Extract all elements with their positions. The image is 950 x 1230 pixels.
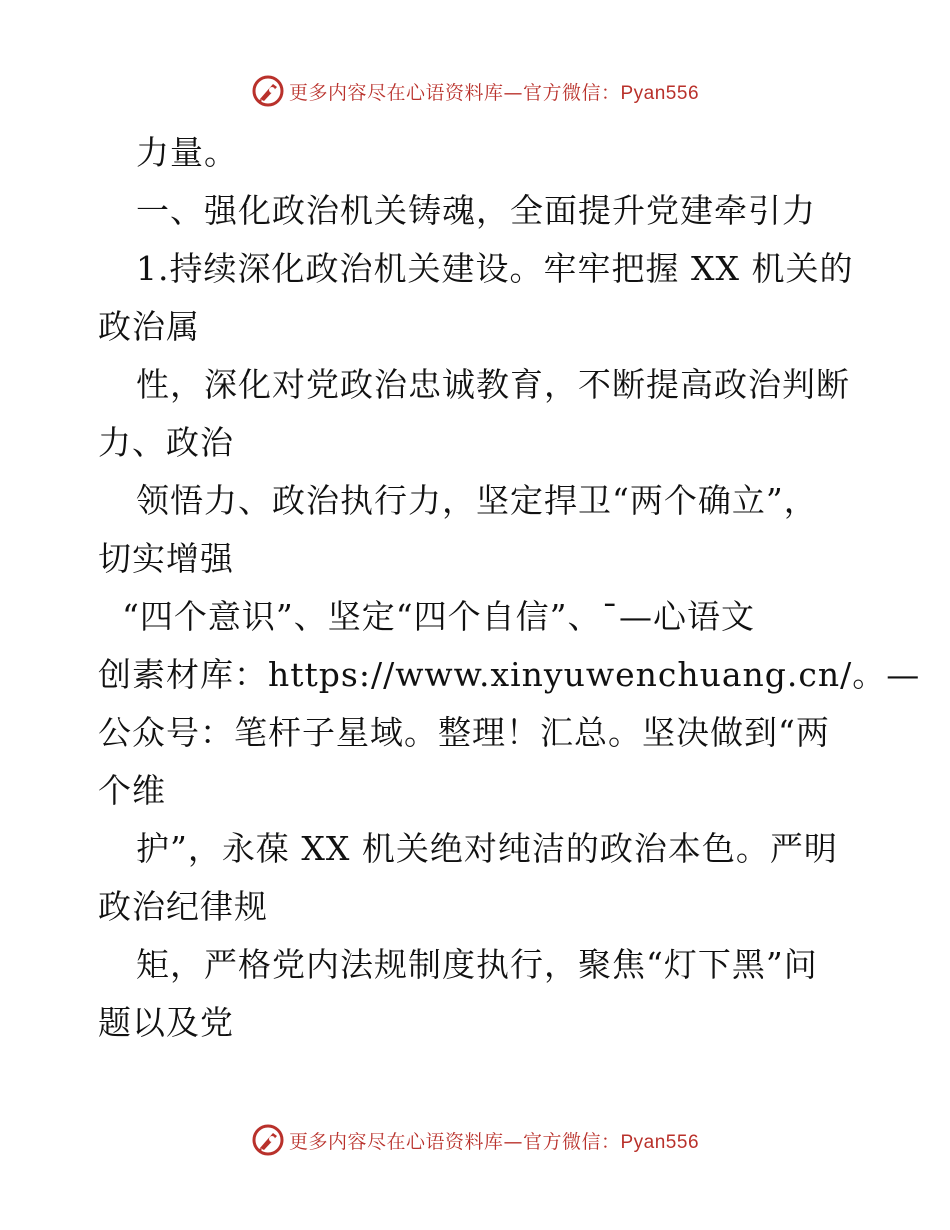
body-line: 领悟力、政治执行力，坚定捍卫“两个确立”，	[136, 481, 818, 520]
body-line: 创素材库：https://www.xinyuwenchuang.cn/。—	[98, 655, 921, 694]
body-line: “四个意识”、坚定“四个自信”、¯—心语文	[122, 597, 755, 636]
body-line: 矩，严格党内法规制度执行，聚焦“灯下黑”问	[136, 945, 818, 984]
section-heading: 一、强化政治机关铸魂，全面提升党建牵引力	[136, 191, 816, 230]
header-banner-text	[289, 78, 699, 105]
body-line: 护”，永葆 XX 机关绝对纯洁的政治本色。严明	[136, 829, 838, 868]
header-banner	[0, 71, 950, 111]
footer-banner-text-cn: 更多内容尽在心语资料库—官方微信：	[288, 1130, 621, 1153]
body-line: 切实增强	[98, 539, 234, 578]
body-line: 政治属	[98, 307, 200, 346]
body-line: 题以及党	[98, 1003, 234, 1042]
body-line: 个维	[98, 771, 166, 810]
body-line: 力量。	[136, 133, 238, 172]
footer-banner-text-en: Pyan556	[620, 1131, 700, 1153]
footer-banner	[0, 1120, 950, 1160]
body-line: 政治纪律规	[98, 887, 268, 926]
body-line: 性，深化对党政治忠诚教育，不断提高政治判断	[136, 365, 850, 404]
footer-banner-text	[289, 1127, 699, 1154]
body-line: 力、政治	[98, 423, 234, 462]
pen-logo-icon	[251, 74, 285, 108]
header-banner-text-en: Pyan556	[620, 82, 700, 104]
pen-logo-icon	[251, 1123, 285, 1157]
document-body	[98, 124, 921, 1052]
body-line: 1.持续深化政治机关建设。牢牢把握 XX 机关的	[136, 249, 854, 288]
header-banner-text-cn: 更多内容尽在心语资料库—官方微信：	[288, 81, 621, 104]
body-line: 公众号：笔杆子星域。整理！汇总。坚决做到“两	[98, 713, 830, 752]
